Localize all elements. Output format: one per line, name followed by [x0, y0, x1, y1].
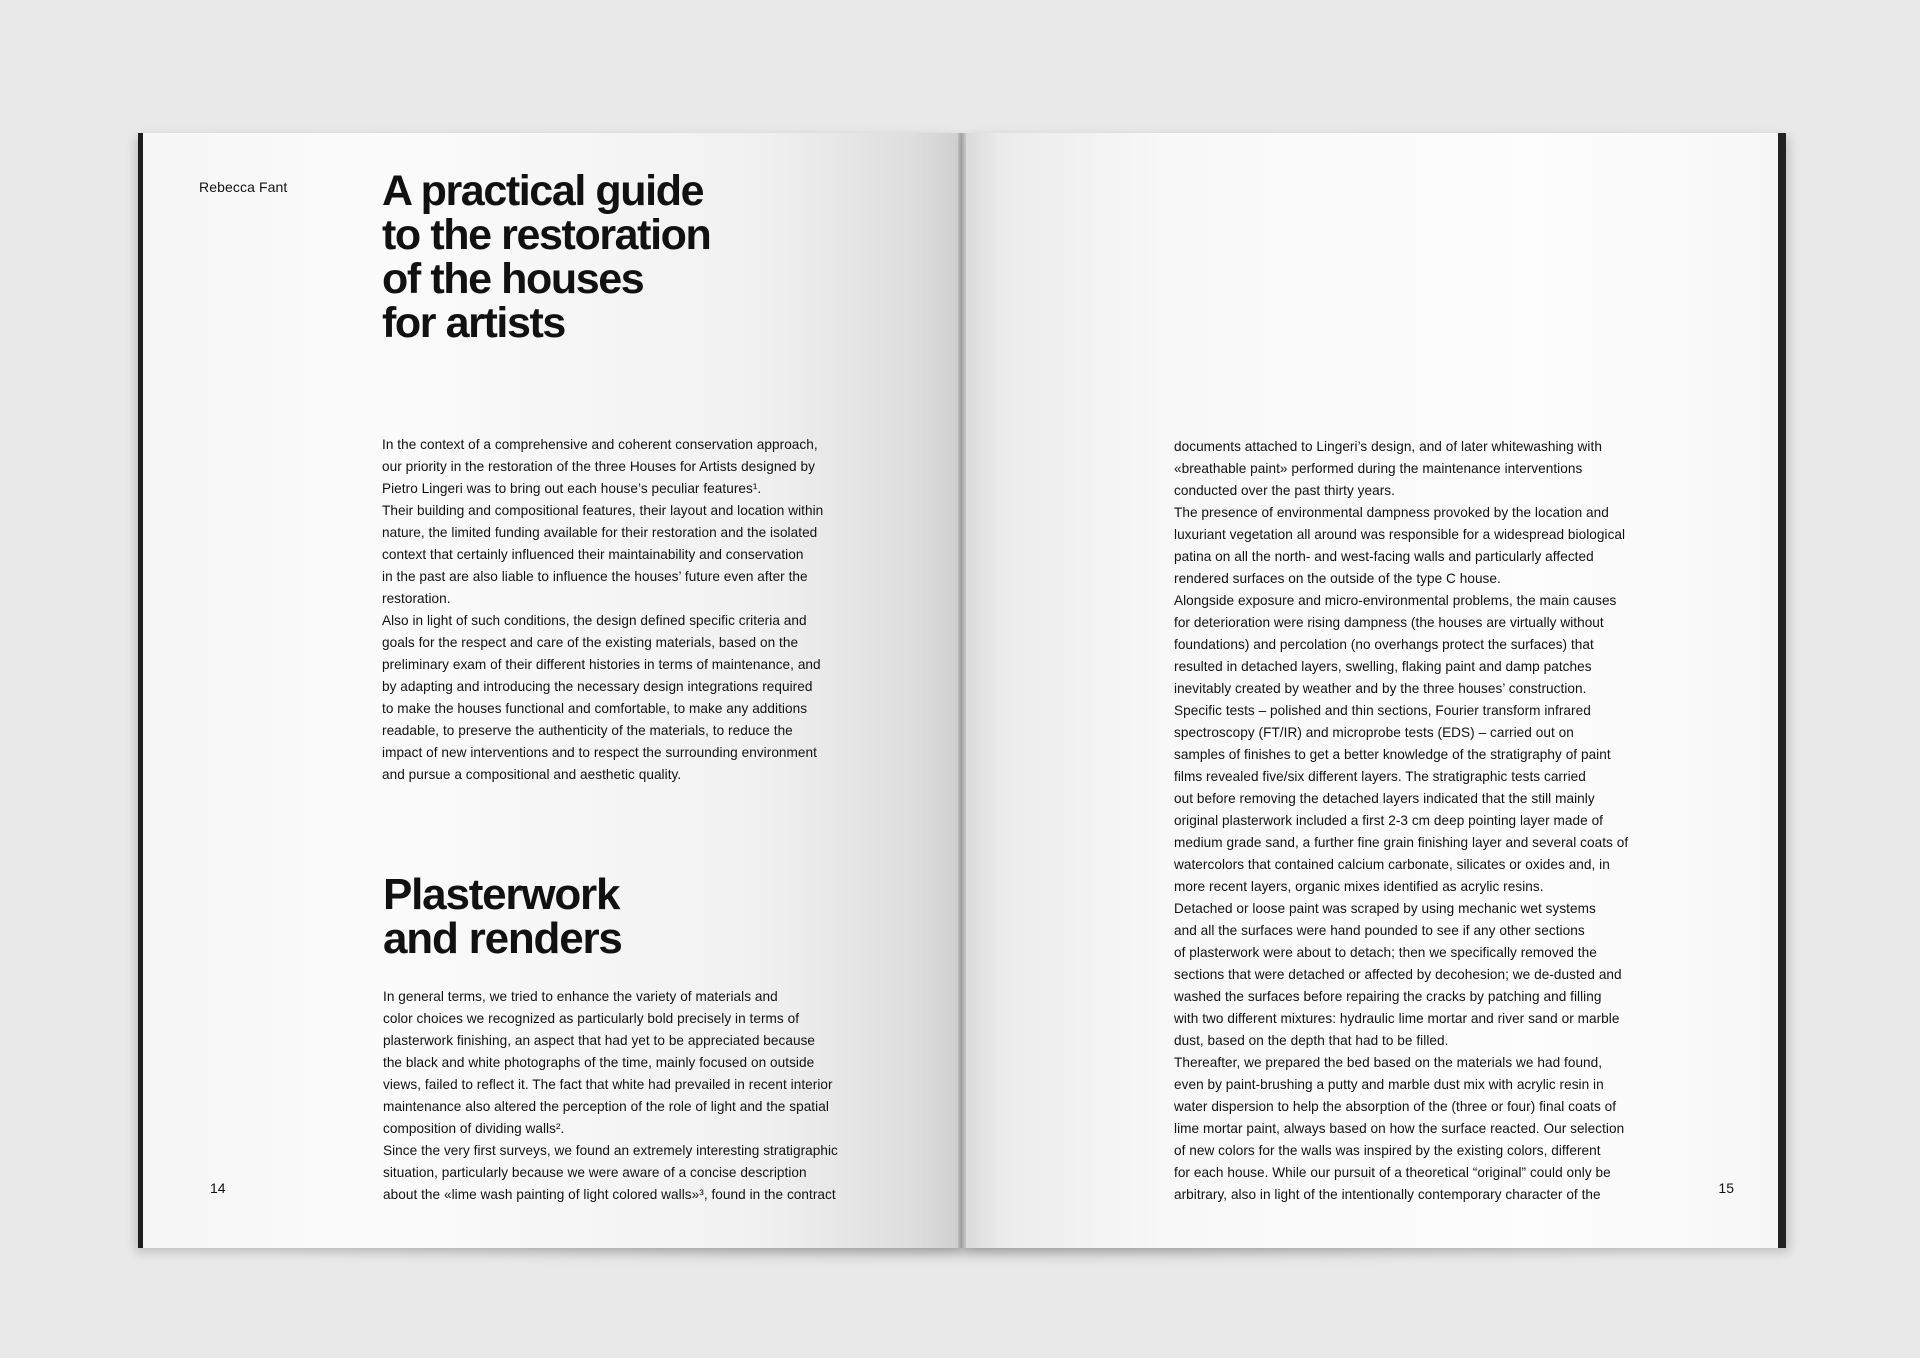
text-line: documents attached to Lingeri’s design, and of later whitewashing with	[1174, 439, 1602, 454]
text-line: impact of new interventions and to respect the surrounding environment	[382, 745, 817, 760]
right-column-text	[1174, 436, 1628, 1206]
article-title	[382, 169, 802, 345]
text-line: arbitrary, also in light of the intentionally contemporary character of the	[1174, 1187, 1601, 1202]
author-name: Rebecca Fant	[199, 179, 288, 195]
text-line: Specific tests – polished and thin sections, Fourier transform infrared	[1174, 703, 1591, 718]
text-line: conducted over the past thirty years.	[1174, 483, 1395, 498]
text-line: films revealed five/six different layers. The stratigraphic tests carried	[1174, 769, 1586, 784]
text-line: rendered surfaces on the outside of the type C house.	[1174, 571, 1501, 586]
text-line: «breathable paint» performed during the maintenance interventions	[1174, 461, 1583, 476]
text-line: inevitably created by weather and by the three houses’ construction.	[1174, 681, 1587, 696]
plasterwork-paragraph	[383, 986, 838, 1206]
text-line: luxuriant vegetation all around was responsible for a widespread biological	[1174, 527, 1626, 542]
text-line: more recent layers, organic mixes identified as acrylic resins.	[1174, 879, 1544, 894]
text-line: even by paint-brushing a putty and marble dust mix with acrylic resin in	[1174, 1077, 1604, 1092]
title-line: of the houses	[382, 255, 644, 303]
text-line: spectroscopy (FT/IR) and microprobe tests (EDS) – carried out on	[1174, 725, 1574, 740]
text-line: Alongside exposure and micro-environmental problems, the main causes	[1174, 593, 1617, 608]
text-line: patina on all the north- and west-facing walls and particularly affected	[1174, 549, 1594, 564]
text-line: the black and white photographs of the time, mainly focused on outside	[383, 1055, 815, 1070]
text-line: goals for the respect and care of the existing materials, based on the	[382, 635, 799, 650]
text-line: medium grade sand, a further fine grain finishing layer and several coats of	[1174, 835, 1629, 850]
text-line: maintenance also altered the perception of the role of light and the spatial	[383, 1099, 829, 1114]
book-gutter	[958, 133, 966, 1248]
text-line: and pursue a compositional and aesthetic quality.	[382, 767, 682, 782]
text-line: In general terms, we tried to enhance the variety of materials and	[383, 989, 778, 1004]
text-line: foundations) and percolation (no overhangs protect the surfaces) that	[1174, 637, 1594, 652]
text-line: to make the houses functional and comfortable, to make any additions	[382, 701, 808, 716]
text-line: of new colors for the walls was inspired by the existing colors, different	[1174, 1143, 1601, 1158]
text-line: situation, particularly because we were aware of a concise description	[383, 1165, 807, 1180]
text-line: preliminary exam of their different histories in terms of maintenance, and	[382, 657, 821, 672]
text-line: Detached or loose paint was scraped by using mechanic wet systems	[1174, 901, 1596, 916]
text-line: Their building and compositional features, their layout and location within	[382, 503, 824, 518]
text-line: readable, to preserve the authenticity of the materials, to reduce the	[382, 723, 793, 738]
text-line: sections that were detached or affected by decohesion; we de-dusted and	[1174, 967, 1622, 982]
text-line: for deterioration were rising dampness (the houses are virtually without	[1174, 615, 1604, 630]
text-line: lime mortar paint, always based on how the surface reacted. Our selection	[1174, 1121, 1625, 1136]
text-line: Pietro Lingeri was to bring out each house’s peculiar features¹.	[382, 481, 762, 496]
right-page	[962, 133, 1786, 1248]
text-line: in the past are also liable to influence the houses’ future even after the	[382, 569, 808, 584]
page-number-right: 15	[1718, 1180, 1734, 1196]
title-line: A practical guide	[382, 167, 704, 215]
text-line: by adapting and introducing the necessary design integrations required	[382, 679, 813, 694]
text-line: original plasterwork included a first 2-3 cm deep pointing layer made of	[1174, 813, 1604, 828]
section-title	[383, 870, 803, 963]
text-line: water dispersion to help the absorption of the (three or four) final coats of	[1174, 1099, 1617, 1114]
text-line: out before removing the detached layers indicated that the still mainly	[1174, 791, 1595, 806]
text-line: samples of finishes to get a better knowledge of the stratigraphy of paint	[1174, 747, 1611, 762]
left-page	[138, 133, 962, 1248]
text-line: color choices we recognized as particularly bold precisely in terms of	[383, 1011, 800, 1026]
text-line: of plasterwork were about to detach; then we specifically removed the	[1174, 945, 1597, 960]
text-line: our priority in the restoration of the three Houses for Artists designed by	[382, 459, 815, 474]
text-line: The presence of environmental dampness provoked by the location and	[1174, 505, 1609, 520]
text-line: with two different mixtures: hydraulic lime mortar and river sand or marble	[1174, 1011, 1620, 1026]
page-number-left: 14	[210, 1180, 226, 1196]
book-spread	[138, 133, 1786, 1248]
text-line: watercolors that contained calcium carbonate, silicates or oxides and, in	[1174, 857, 1610, 872]
intro-paragraph	[382, 434, 823, 786]
section-title-line: and renders	[383, 914, 622, 963]
text-line: for each house. While our pursuit of a theoretical “original” could only be	[1174, 1165, 1611, 1180]
text-line: about the «lime wash painting of light colored walls»³, found in the contract	[383, 1187, 836, 1202]
text-line: plasterwork finishing, an aspect that had yet to be appreciated because	[383, 1033, 816, 1048]
text-line: In the context of a comprehensive and coherent conservation approach,	[382, 437, 818, 452]
title-line: for artists	[382, 299, 565, 347]
text-line: Thereafter, we prepared the bed based on the materials we had found,	[1174, 1055, 1603, 1070]
title-line: to the restoration	[382, 211, 711, 259]
text-line: resulted in detached layers, swelling, flaking paint and damp patches	[1174, 659, 1592, 674]
text-line: and all the surfaces were hand pounded to see if any other sections	[1174, 923, 1585, 938]
text-line: nature, the limited funding available for their restoration and the isolated	[382, 525, 818, 540]
text-line: washed the surfaces before repairing the cracks by patching and filling	[1174, 989, 1602, 1004]
text-line: context that certainly influenced their maintainability and conservation	[382, 547, 804, 562]
text-line: Since the very first surveys, we found an extremely interesting stratigraphic	[383, 1143, 838, 1158]
text-line: composition of dividing walls².	[383, 1121, 565, 1136]
section-title-line: Plasterwork	[383, 870, 620, 919]
text-line: restoration.	[382, 591, 451, 606]
text-line: views, failed to reflect it. The fact that white had prevailed in recent interior	[383, 1077, 833, 1092]
text-line: dust, based on the depth that had to be filled.	[1174, 1033, 1449, 1048]
text-line: Also in light of such conditions, the design defined specific criteria and	[382, 613, 807, 628]
